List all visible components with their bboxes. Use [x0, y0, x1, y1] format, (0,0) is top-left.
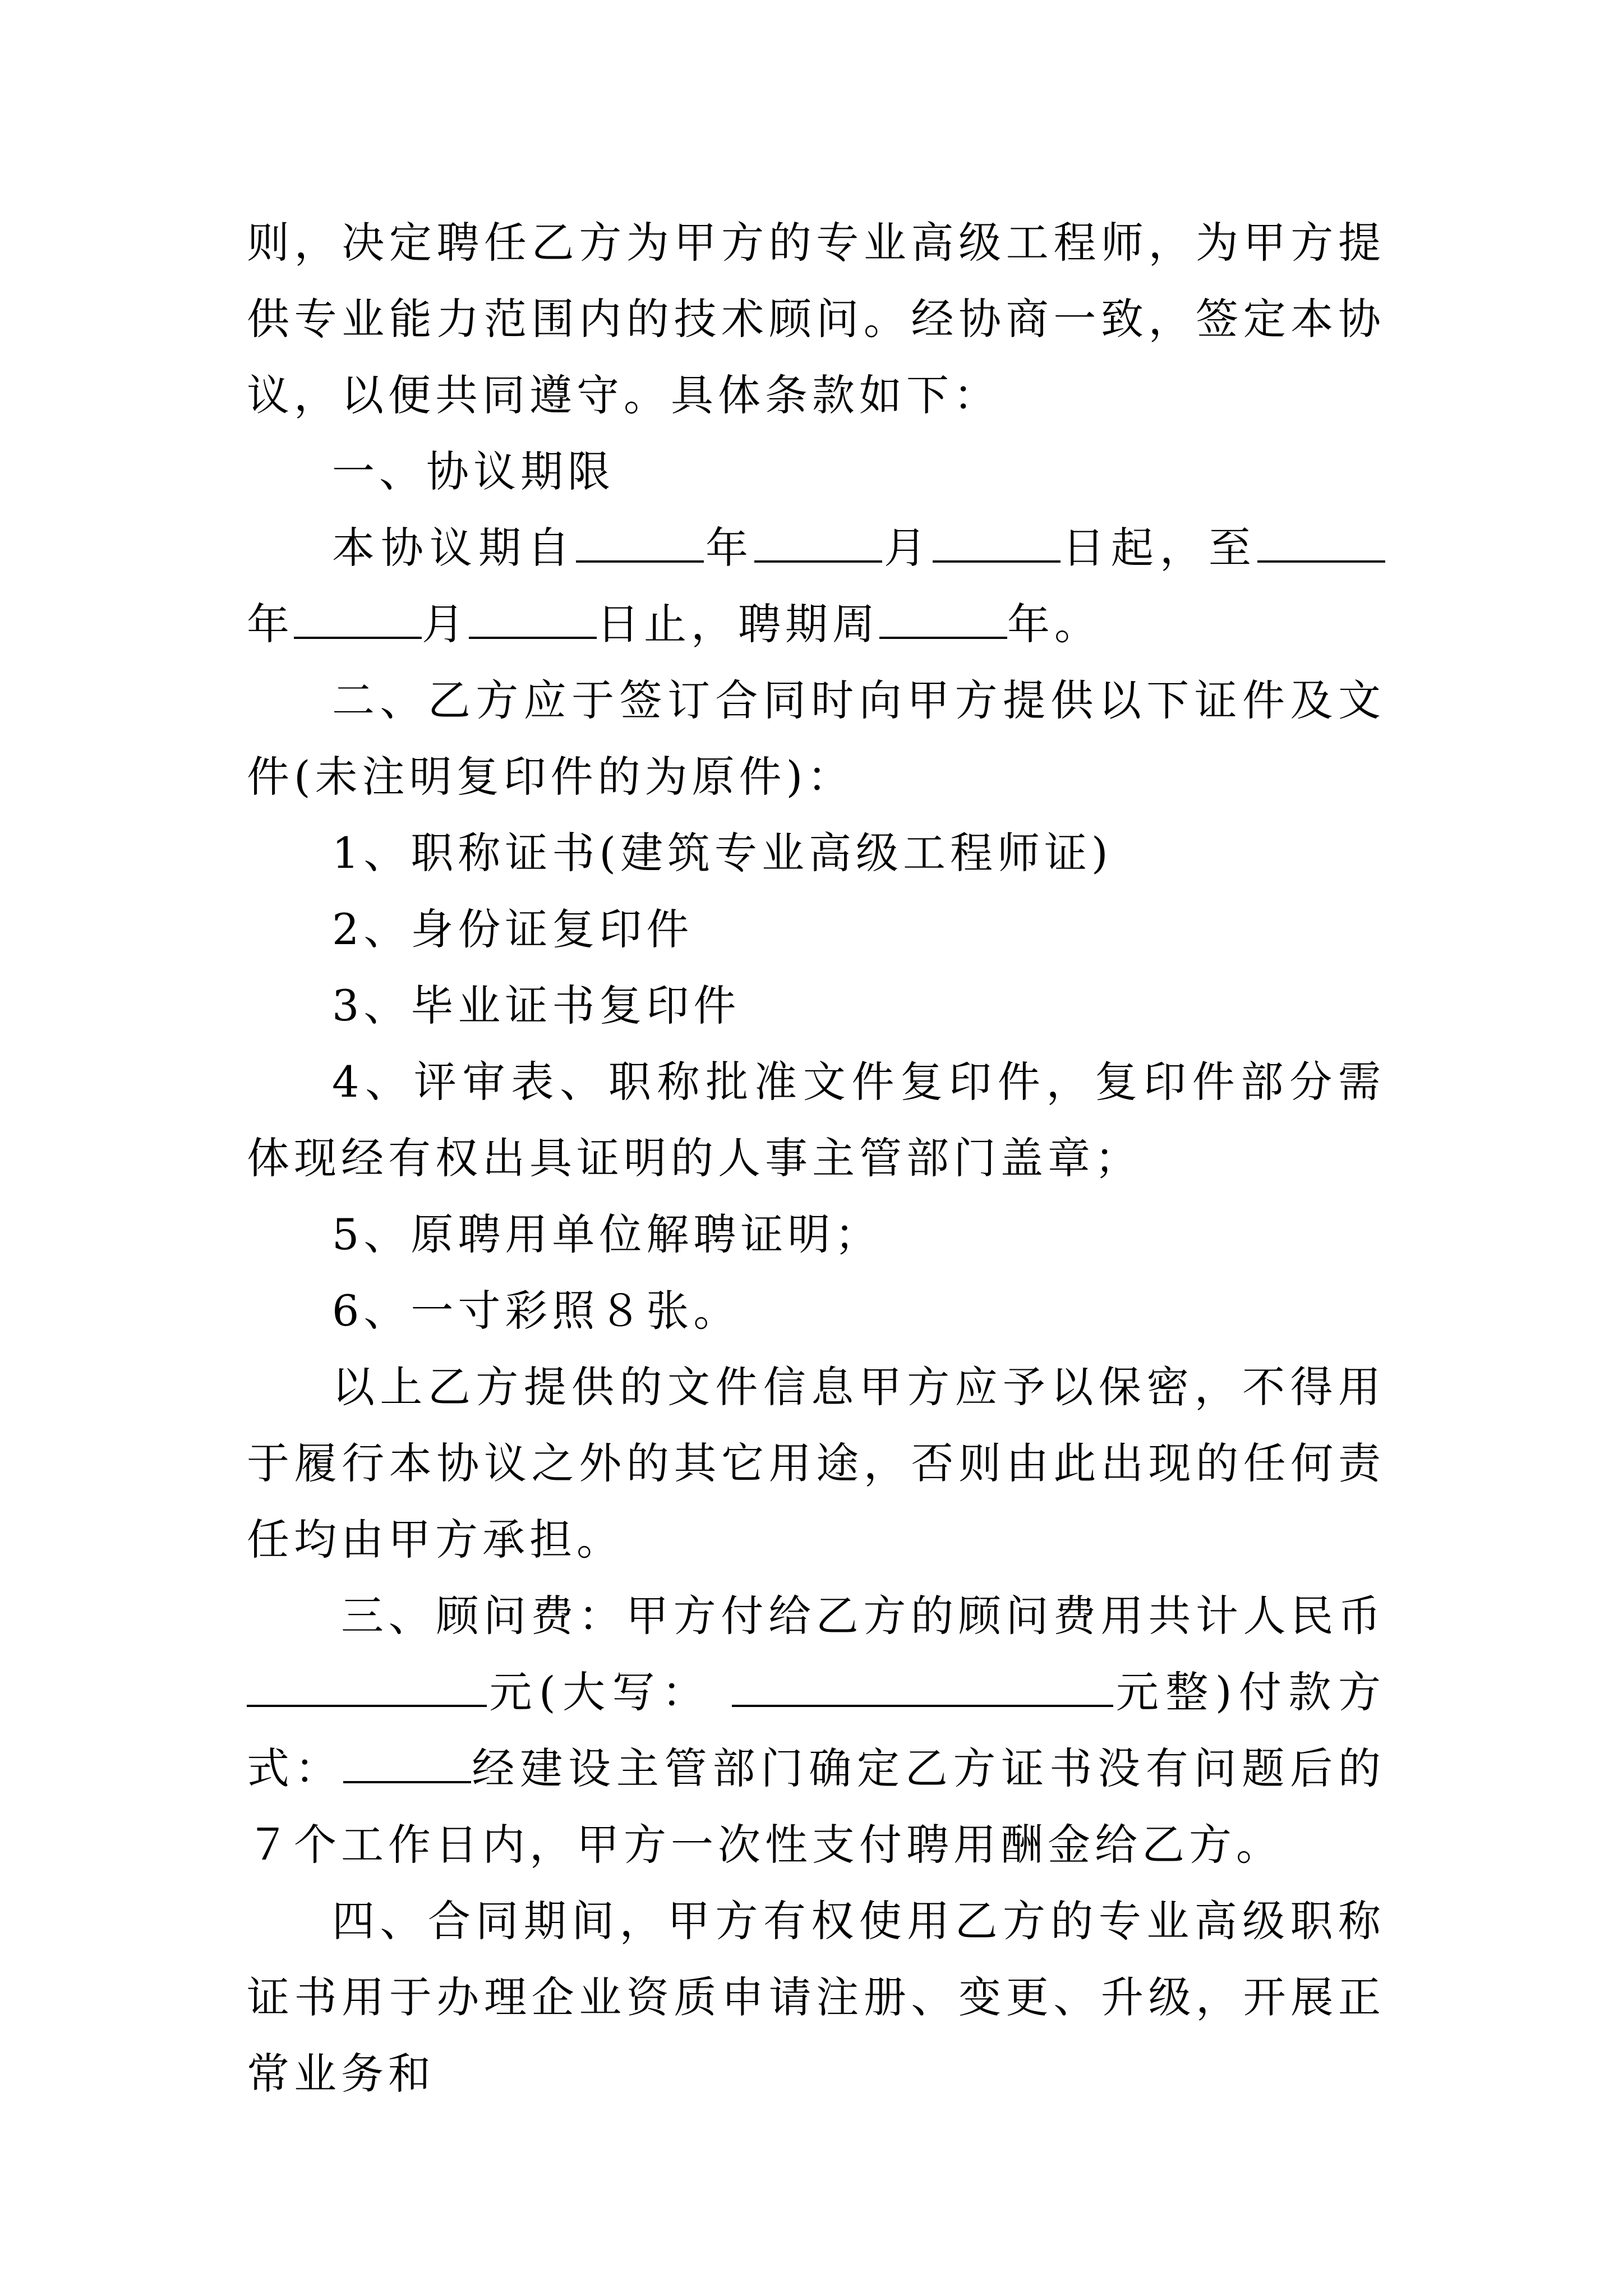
intro-paragraph: 则，决定聘任乙方为甲方的专业高级工程师，为甲方提供专业能力范围内的技术顾问。经协商一致，签定本协议，以便共同遵守。具体条款如下：	[247, 218, 1385, 420]
fee-paragraph	[247, 1578, 1385, 1883]
payment-method-blank	[343, 1745, 471, 1783]
list-item: 3、毕业证书复印件	[332, 981, 741, 1030]
fee-text-c: 元整)付款方式：	[247, 1667, 1386, 1793]
fee-amount-blank	[247, 1669, 487, 1707]
term-text-f: 月	[422, 599, 469, 649]
section-2-heading: 二、乙方应于签订合同时向甲方提供以下证件及文件(未注明复印件的为原件)：	[247, 675, 1385, 802]
term-text-g: 日止，聘期周	[597, 599, 879, 649]
list-item: 5、原聘用单位解聘证明；	[332, 1209, 882, 1259]
start-month-blank	[754, 524, 882, 563]
fee-text-a: 三、顾问费：甲方付给乙方的顾问费用共计人民币	[341, 1591, 1385, 1641]
confidentiality-paragraph: 以上乙方提供的文件信息甲方应予以保密，不得用于履行本协议之外的其它用途，否则由此出现的任何责任均由甲方承担。	[247, 1362, 1385, 1565]
list-item: 1、职称证书(建筑专业高级工程师证)	[332, 828, 1113, 878]
fee-text-d: 经建设主管部门确定乙方证书没有问题后的７个工作日内，甲方一次性支付聘用酬金给乙方。	[247, 1743, 1386, 1870]
list-item: 4、评审表、职称批准文件复印件，复印件部分需体现经有权出具证明的人事主管部门盖章；	[247, 1057, 1385, 1183]
fee-text-b: 元(大写：	[487, 1667, 712, 1717]
fee-amount-words-blank	[732, 1669, 1113, 1707]
section-1-heading: 一、协议期限	[332, 447, 615, 496]
term-paragraph	[247, 510, 1385, 662]
start-year-blank	[576, 524, 704, 563]
list-item: 6、一寸彩照８张。	[332, 1286, 741, 1336]
end-day-blank	[469, 601, 597, 639]
term-text-h: 年。	[1007, 599, 1101, 649]
term-text-a: 本协议期自	[332, 523, 576, 573]
section-4-paragraph: 四、合同期间，甲方有权使用乙方的专业高级职称证书用于办理企业资质申请注册、变更、升级，开展正常业务和	[247, 1896, 1385, 2099]
document-body	[247, 205, 1385, 2112]
end-month-blank	[294, 601, 422, 639]
period-years-blank	[879, 601, 1007, 639]
end-year-blank	[1257, 524, 1385, 563]
term-text-b: 年	[704, 523, 754, 573]
term-text-d: 日起，至	[1061, 523, 1257, 573]
list-item: 2、身份证复印件	[332, 904, 694, 954]
term-text-c: 月	[882, 523, 933, 573]
term-text-e: 年	[247, 599, 294, 649]
start-day-blank	[933, 524, 1061, 563]
